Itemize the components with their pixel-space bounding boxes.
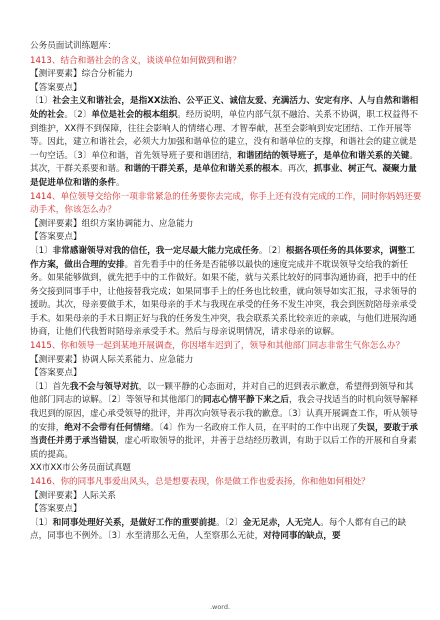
- answer-label: 【答案要点】: [30, 504, 82, 515]
- answer-text: 〔1〕非常感谢领导对我的信任，我一定尽最大能力完成任务。〔2〕根据各项任务的具体要求，调整工作方案，做出合理的安排。首先看手中的任务是否能够以最快的速度完成并不耽误领导交给我的新任务。如果能够做到，就先把手中的工作做好。如果不能，就与关系比较好的同事沟通协商，把手中的任务交接到同事手中，让他接替我完成；如果同事手上的任务也比较重，就向领导如实汇报，寻求领导的援助。其次，母亲要做手术，如果母亲的手术与我现在承受的任务不发生冲突，我会到医院陪母亲承受手术。如果母亲的手术日期正好与我的任务发生冲突，我会联系关系比较亲近的亲戚，与他们进展沟通协商，让他们代我暂时陪母亲承受手术。然后与母亲说明情况，请求母亲的谅解。: [30, 245, 417, 338]
- question-block: [30, 191, 422, 341]
- question-text: 1413、结合和谐社会的含义，谈谈单位如何做到和谐？: [30, 55, 241, 66]
- question-text: 1416、你的同事凡事爱出风头，总是想要表现，你是做工作也爱表扬，你和他如何相处？: [30, 477, 370, 487]
- answer-label: 【答案要点】: [30, 232, 82, 243]
- section-heading: XX市XX市公务员面试真题: [30, 463, 131, 474]
- answer-text: 〔1〕社会主义和谐社会，是指XX法治、公平正义、诚信友爱、充满活力、安定有序、人与自然和谐相处的社会。〔2〕单位是社会的根本组织。经历说明，单位内部气氛不融洽、关系不协调，职工权益得不到维护，XX得不到保障，往往会影响人的情绪心理、才智奉献，甚至会影响到安定团结、工作开展等等。因此，建立和谐社会，必须大力加强和谐单位的建立，没有和谐单位的支撑，和谐社会的建立就是一句空话。〔3〕单位和谐，首先领导班子要和谐团结，和谐团结的领导班子，是单位和谐关系的关键。其次，干群关系要和谐。和谐的干群关系，是单位和谐关系的根本。再次，抓事业、树正气、凝聚力量是促进单位和谐的条件。: [30, 96, 419, 188]
- answer-text: 〔1〕和同事处理好关系，是做好工作的重要前提。〔2〕金无足赤，人无完人。每个人都有自己的缺点，同事也不例外。〔3〕水至清那么无鱼，人至察那么无徒，对待同事的缺点，要: [30, 517, 407, 542]
- answer-label: 【答案要点】: [30, 368, 82, 379]
- test-elements: 【测评要素】组织方案协调能力、应急能力: [30, 218, 194, 229]
- answer-label: 【答案要点】: [30, 82, 82, 93]
- doc-title: 公务员面试训练题库：: [30, 41, 116, 51]
- test-elements: 【测评要素】人际关系: [30, 490, 116, 501]
- document-page: [30, 40, 422, 544]
- question-text: 1414、单位领导交给你一项非常紧急的任务要你去完成，你手上还有没有完成的工作，同时你妈妈还要动手术，你该怎么办？: [30, 191, 422, 216]
- page-footer: .word.: [209, 603, 231, 611]
- question-block: [30, 340, 422, 462]
- question-block: [30, 462, 422, 544]
- answer-text: 〔1〕首先我不会与领导对抗，以一颗平静的心态面对，并对自己的迟到表示歉意，希望得到领导和其他部门同志的谅解。〔2〕等领导和其他部门的同志心情平静下来之后，我会寻找适当的时机向领导解释我迟到的原因，虚心承受领导的批评，并再次向领导表示我的歉意。〔3〕认真开展调查工作，听从领导的安排，绝对不会带有任何情绪。〔4〕作为一名政府工作人员，在平时的工作中出现了失误，要敢于承当责任并勇于承当错误，虚心听取领导的批评，并善于总结经历教训，有助于以后工作的开展和自身素质的提高。: [30, 381, 418, 460]
- question-block: [30, 55, 422, 191]
- question-text: 1415、你和领导一起到某地开展调查，你因堵车迟到了，领导和其他部门同志非常生气你怎么办？: [30, 341, 405, 352]
- test-elements: 【测评要素】协调人际关系能力、应急能力: [30, 354, 194, 365]
- test-elements: 【测评要素】综合分析能力: [30, 69, 134, 80]
